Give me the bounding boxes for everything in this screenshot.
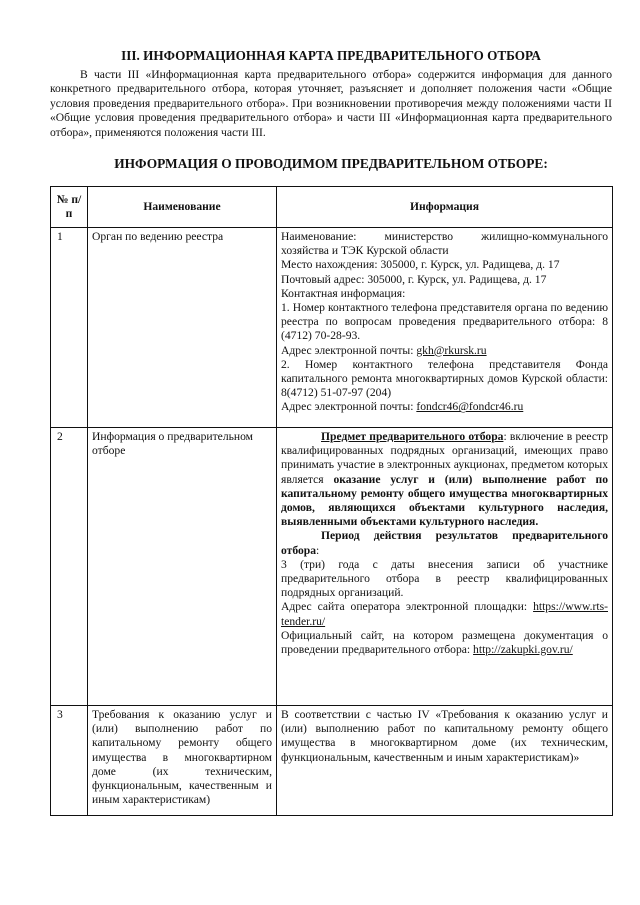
column-header-name: Наименование [88, 187, 277, 228]
operator-url-link[interactable]: https://www.rts-tender.ru/ [281, 600, 608, 628]
subject-bold-text: оказание услуг и (или) выполнение работ по капитальному ремонту общего имущества многоквартирных домов, являющихся объектами культурного наследия, выявленными объектами культурного наследия. [281, 472, 609, 529]
registry-body-name: Наименование: министерство жилищно-коммунального хозяйства и ТЭК Курской области [281, 230, 608, 258]
registry-location: Место нахождения: 305000, г. Курск, ул. Радищева, д. 17 [281, 258, 560, 272]
registry-postal-address: Почтовый адрес: 305000, г. Курск, ул. Радищева, д. 17 [281, 272, 547, 286]
row-info [277, 228, 613, 428]
column-header-num: № п/п [51, 187, 88, 228]
contact-phone-2: 2. Номер контактного телефона представителя Фонда капитального ремонта многоквартирных домов Курской области: 8(4712) 51-07-97 (204) [281, 357, 608, 400]
row-name: Требования к оказанию услуг и (или) выполнению работ по капитальному ремонту общего имущества в многоквартирном доме (их техническим, функциональным, качественным и иным характеристикам) [88, 706, 277, 816]
column-header-info: Информация [277, 187, 613, 228]
row-name: Информация о предварительном отборе [88, 428, 277, 706]
official-site-label: Официальный сайт, на котором размещена документация о проведении предварительного отбора: [281, 628, 608, 657]
period-text: 3 (три) года с даты внесения записи об участнике предварительного отбора в реестр квалифицированных подрядных организаций. [281, 557, 608, 600]
table-heading: ИНФОРМАЦИЯ О ПРОВОДИМОМ ПРЕДВАРИТЕЛЬНОМ ОТБОРЕ: [114, 156, 548, 172]
row-name: Орган по ведению реестра [88, 228, 277, 428]
row-info: В соответствии с частью IV «Требования к оказанию услуг и (или) выполнению работ по капитальному ремонту общего имущества в многоквартирном доме (их техническим, функциональным, качественным и иным характеристикам)» [277, 706, 613, 816]
row-number: 1 [51, 228, 88, 428]
row-number: 2 [51, 428, 88, 706]
email-2-link[interactable]: fondcr46@fondcr46.ru [416, 400, 524, 414]
subject-label: Предмет предварительного отбора [321, 430, 504, 444]
period-colon: : [316, 543, 320, 557]
email-1-label: Адрес электронной почты: [281, 343, 417, 357]
subject-text: : включение в реестр квалифицированных подрядных организаций, имеющих право принимать участие в электронных аукционах, предметом которых является [281, 430, 608, 486]
email-1-link[interactable]: gkh@rkursk.ru [416, 343, 487, 357]
info-table [50, 186, 613, 816]
period-label: Период действия результатов предварительного отбора [281, 529, 608, 557]
email-2-label: Адрес электронной почты: [281, 400, 417, 414]
table-row [51, 706, 613, 816]
row-number: 3 [51, 706, 88, 816]
section-title: III. ИНФОРМАЦИОННАЯ КАРТА ПРЕДВАРИТЕЛЬНОГО ОТБОРА [121, 48, 541, 63]
official-site-link[interactable]: http://zakupki.gov.ru/ [473, 643, 573, 657]
contact-phone-1: 1. Номер контактного телефона представителя органа по ведению реестра по вопросам проведения предварительного отбора: 8 (4712) 70-28-93. [281, 301, 608, 343]
table-header-row [51, 187, 613, 228]
table-row [51, 428, 613, 706]
intro-paragraph: В части III «Информационная карта предварительного отбора» содержится информация для данного конкретного предварительного отбора, которая уточняет, разъясняет и дополняет положения части «Общие условия проведения предварительного отбора». При возникновении противоречия между положениями части II «Общие условия проведения предварительного отбора» и части III «Информационная карта предварительного отбора», применяются положения части III. [50, 68, 612, 139]
row-info [277, 428, 613, 706]
table-row [51, 228, 613, 428]
operator-label: Адрес сайта оператора электронной площадки: [281, 600, 534, 614]
contact-info-label: Контактная информация: [281, 286, 406, 300]
